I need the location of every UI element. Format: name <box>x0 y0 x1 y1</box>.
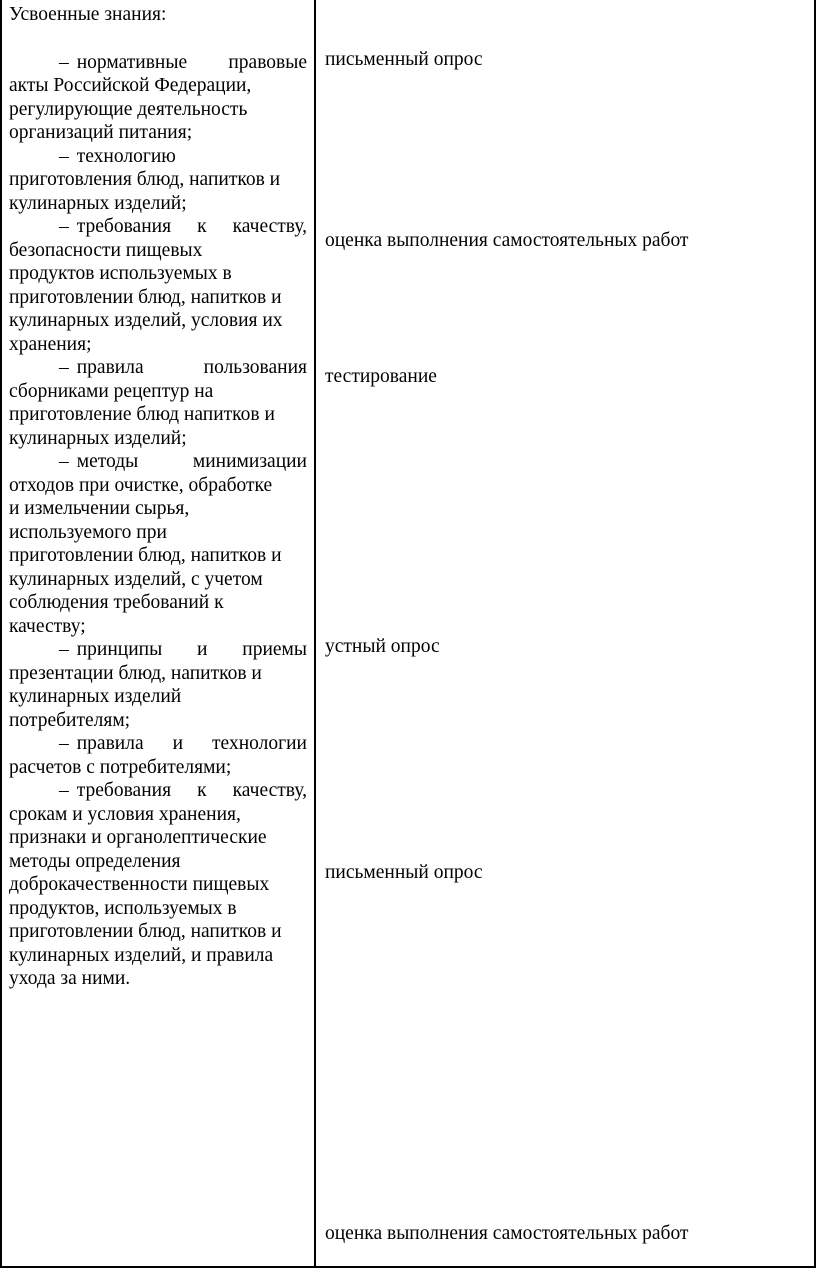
knowledge-item-line: доброкачественности пищевых <box>9 874 270 895</box>
knowledge-item <box>9 51 307 145</box>
knowledge-item-line: срокам и условия хранения, <box>9 803 241 825</box>
dash-marker: – <box>59 357 69 378</box>
knowledge-item <box>9 779 307 991</box>
knowledge-item-line: ухода за ними. <box>9 968 131 989</box>
dash-marker: – <box>59 451 69 472</box>
knowledge-item-line: кулинарных изделий, и правила <box>9 944 274 966</box>
knowledge-item-line: приготовлении блюд, напитков и <box>9 545 282 566</box>
table-border-left <box>0 0 2 1268</box>
knowledge-item-first-line: технологию <box>76 145 176 167</box>
knowledge-item-first-line: требования к качеству, <box>76 216 307 237</box>
knowledge-item-line: потребителям; <box>9 709 131 731</box>
knowledge-item-line: продуктов используемых в <box>9 263 232 284</box>
knowledge-item-line: отходов при очистке, обработке <box>9 474 273 496</box>
knowledge-item <box>9 145 307 216</box>
knowledge-item <box>9 356 307 450</box>
knowledge-item-line: приготовление блюд напитков и <box>9 404 275 425</box>
knowledge-item-line: приготовлении блюд, напитков и <box>9 921 282 942</box>
knowledge-item-line: сборниками рецептур на <box>9 380 214 402</box>
knowledge-item-line: признаки и органолептические <box>9 827 267 848</box>
assessment-method: письменный опрос <box>325 49 483 70</box>
knowledge-item-line: презентации блюд, напитков и <box>9 662 262 684</box>
knowledge-item-line: продуктов, используемых в <box>9 897 237 919</box>
assessment-method: оценка выполнения самостоятельных работ <box>325 230 689 251</box>
knowledge-item-first-line: требования к качеству, <box>76 780 307 801</box>
knowledge-item-first-line: правила пользования <box>76 357 307 378</box>
assessment-method: тестирование <box>325 366 437 387</box>
knowledge-item-line: организаций питания; <box>9 122 193 143</box>
knowledge-item-line: используемого при <box>9 521 167 543</box>
knowledge-item-line: качеству; <box>9 615 86 637</box>
knowledge-item <box>9 732 307 779</box>
knowledge-item-line: хранения; <box>9 333 92 355</box>
knowledge-item-line: приготовлении блюд, напитков и <box>9 286 282 308</box>
knowledge-item-first-line: нормативные правовые <box>76 51 307 73</box>
knowledge-column <box>9 3 307 991</box>
knowledge-item-line: расчетов с потребителями; <box>9 756 232 778</box>
knowledge-item-line: и измельчении сырья, <box>9 498 190 519</box>
dash-marker: – <box>59 51 69 73</box>
assessment-method: письменный опрос <box>325 862 483 883</box>
knowledge-item-first-line: методы минимизации <box>76 451 307 472</box>
dash-marker: – <box>59 639 69 660</box>
dash-marker: – <box>59 780 69 801</box>
dash-marker: – <box>59 145 69 167</box>
knowledge-item-line: регулирующие деятельность <box>9 98 248 120</box>
knowledge-item-first-line: правила и технологии <box>76 733 307 754</box>
knowledge-item-line: кулинарных изделий; <box>9 192 187 214</box>
dash-marker: – <box>59 733 69 754</box>
knowledge-item-line: кулинарных изделий <box>9 686 182 707</box>
knowledge-item <box>9 215 307 356</box>
knowledge-item-first-line: принципы и приемы <box>76 639 307 660</box>
knowledge-item <box>9 638 307 732</box>
knowledge-item-line: безопасности пищевых <box>9 239 203 261</box>
table-column-divider <box>314 0 316 1268</box>
knowledge-item-line: методы определения <box>9 850 181 872</box>
knowledge-item-line: соблюдения требований к <box>9 592 224 613</box>
knowledge-heading: Усвоенные знания: <box>9 4 167 25</box>
knowledge-item <box>9 450 307 638</box>
knowledge-item-line: кулинарных изделий, с учетом <box>9 568 263 590</box>
assessment-method: оценка выполнения самостоятельных работ <box>325 1223 689 1244</box>
knowledge-item-line: кулинарных изделий, условия их <box>9 310 283 331</box>
knowledge-item-line: кулинарных изделий; <box>9 427 187 449</box>
knowledge-item-line: приготовления блюд, напитков и <box>9 169 281 190</box>
knowledge-item-line: акты Российской Федерации, <box>9 75 252 96</box>
assessment-method: устный опрос <box>325 636 440 657</box>
dash-marker: – <box>59 216 69 237</box>
